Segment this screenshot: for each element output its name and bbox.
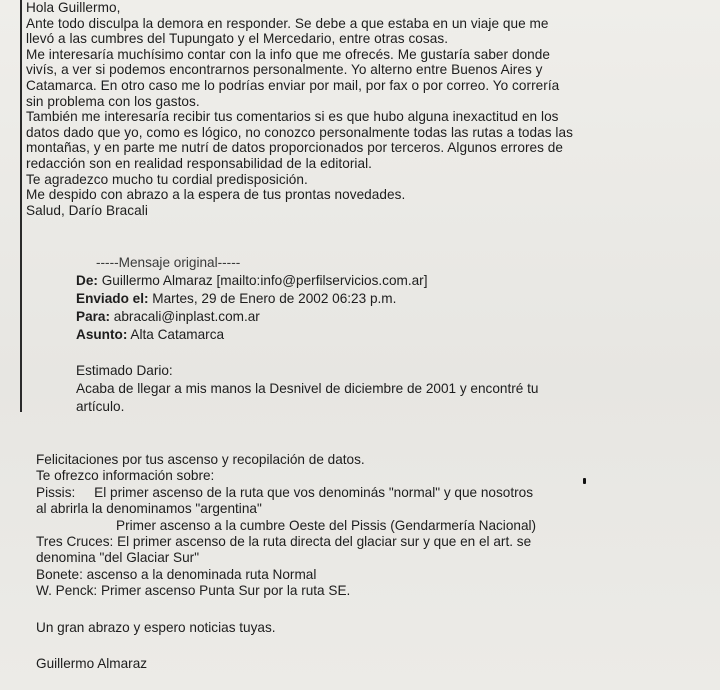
header-subject-value: Alta Catamarca xyxy=(130,327,225,342)
reply-line: Hola Guillermo, xyxy=(26,0,121,15)
header-subject xyxy=(76,326,696,344)
header-from-value: Guillermo Almaraz [mailto:info@perfilservicios.com.ar] xyxy=(101,273,428,288)
reply-line: llevó a las cumbres del Tupungato y el Mercedario, entre otras cosas. xyxy=(26,31,449,47)
original-message-separator: -----Mensaje original----- xyxy=(96,255,241,270)
forward-closing: Un gran abrazo y espero noticias tuyas. xyxy=(36,619,276,635)
forward-line: Pissis: El primer ascenso de la ruta que vos denominás "normal" y que nosotros xyxy=(36,484,533,500)
reply-line: Me interesaría muchísimo contar con la info que me ofrecés. Me gustaría saber donde xyxy=(26,46,550,62)
forwarded-text xyxy=(36,452,716,672)
forward-indented-line: Primer ascenso a la cumbre Oeste del Pissis (Gendarmería Nacional) xyxy=(116,517,537,533)
quoted-body-line: artículo. xyxy=(76,399,125,414)
forward-line: al abrirla la denominamos "argentina" xyxy=(36,501,262,517)
forward-line: Bonete: ascenso a la denominada ruta Normal xyxy=(36,566,317,582)
quote-bar xyxy=(20,0,22,412)
reply-line: También me interesaría recibir tus comentarios si es que hubo alguna inexactitud en los xyxy=(26,109,559,125)
reply-line: vivís, a ver si podemos encontrarnos personalmente. Yo alterno entre Buenos Aires y xyxy=(26,62,543,78)
reply-line: datos dado que yo, como es lógico, no conozco personalmente todas las rutas a todas las xyxy=(26,124,573,140)
reply-line: Catamarca. En otro caso me lo podrías enviar por mail, por fax o por correo. Yo correría xyxy=(26,77,560,93)
header-sent xyxy=(76,290,696,308)
forward-line: Te ofrezco información sobre: xyxy=(36,468,215,484)
ink-speck xyxy=(583,478,586,484)
reply-line: Te agradezco mucho tu cordial predisposición. xyxy=(26,171,308,187)
forward-line: Tres Cruces: El primer ascenso de la ruta directa del glaciar sur y que en el art. se xyxy=(36,534,532,550)
quoted-message xyxy=(76,254,696,416)
header-to xyxy=(76,308,696,326)
reply-signature: Salud, Darío Bracali xyxy=(26,202,148,218)
header-sent-label: Enviado el: xyxy=(76,291,149,306)
forward-line: denomina "del Glaciar Sur" xyxy=(36,550,200,566)
reply-line: sin problema con los gastos. xyxy=(26,93,200,109)
reply-line: Ante todo disculpa la demora en responder. Se debe a que estaba en un viaje que me xyxy=(26,15,549,31)
header-from-label: De: xyxy=(76,273,98,288)
header-subject-label: Asunto: xyxy=(76,327,128,342)
forward-signature: Guillermo Almaraz xyxy=(36,656,148,672)
reply-message xyxy=(26,0,716,218)
reply-line: redacción son en realidad responsabilidad de la editorial. xyxy=(26,155,372,171)
header-from xyxy=(76,272,696,290)
forward-line: Felicitaciones por tus ascenso y recopilación de datos. xyxy=(36,452,365,467)
reply-line: Me despido con abrazo a la espera de tus prontas novedades. xyxy=(26,187,406,203)
header-to-value: abracali@inplast.com.ar xyxy=(113,309,260,324)
quoted-greeting: Estimado Dario: xyxy=(76,363,173,378)
header-sent-value: Martes, 29 de Enero de 2002 06:23 p.m. xyxy=(152,291,397,306)
forward-line: W. Penck: Primer ascenso Punta Sur por la ruta SE. xyxy=(36,583,351,599)
reply-line: montañas, y en parte me nutrí de datos proporcionados por terceros. Algunos errores de xyxy=(26,140,564,156)
quoted-body-line: Acaba de llegar a mis manos la Desnivel de diciembre de 2001 y encontré tu xyxy=(76,381,539,396)
header-to-label: Para: xyxy=(76,309,111,324)
